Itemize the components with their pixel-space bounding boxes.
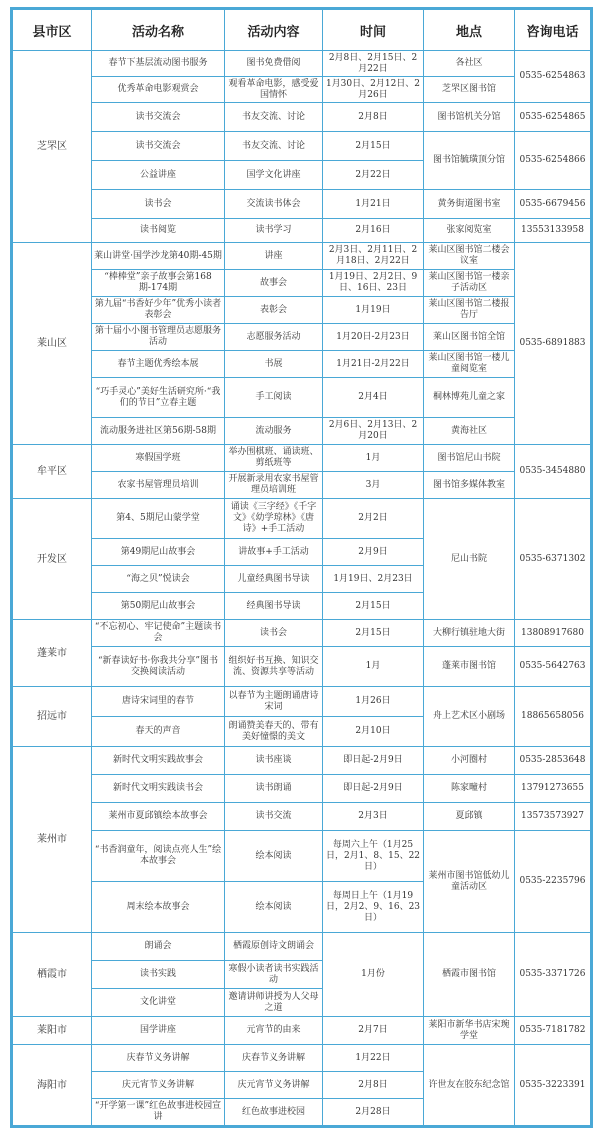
activity-name: 读书实践 bbox=[92, 961, 225, 989]
table-row bbox=[12, 933, 592, 961]
activity-name: 第50期尼山故事会 bbox=[92, 593, 225, 620]
header-row bbox=[12, 9, 592, 51]
activity-content: 读书交流 bbox=[225, 803, 323, 831]
activity-place: 张家阅览室 bbox=[424, 219, 515, 243]
activity-time: 1月19日 bbox=[323, 297, 424, 324]
phone-cell: 13808917680 bbox=[515, 620, 592, 647]
table-row bbox=[12, 803, 592, 831]
activity-place: 黄务街道图书室 bbox=[424, 190, 515, 219]
activity-content: 绘本阅读 bbox=[225, 831, 323, 882]
activity-name: 国学讲座 bbox=[92, 1017, 225, 1045]
activity-content: 红色故事进校园 bbox=[225, 1099, 323, 1127]
activity-name: 优秀革命电影观赏会 bbox=[92, 77, 225, 103]
activity-place: 舟上艺术区小剧场 bbox=[424, 687, 515, 747]
table-row bbox=[12, 190, 592, 219]
activity-place: 莱山区图书馆一楼儿童阅览室 bbox=[424, 351, 515, 378]
activity-table-container bbox=[10, 7, 590, 1128]
table-row bbox=[12, 747, 592, 775]
activity-content: 志愿服务活动 bbox=[225, 324, 323, 351]
phone-cell: 13553133958 bbox=[515, 219, 592, 243]
activity-place: 莱阳市新华书店宋琬学堂 bbox=[424, 1017, 515, 1045]
table-row bbox=[12, 445, 592, 472]
activity-content: 诵读《三字经》《千字文》《幼学琼林》《唐诗》+手工活动 bbox=[225, 499, 323, 539]
table-row bbox=[12, 831, 592, 882]
activity-place: 莱山区图书馆二楼会议室 bbox=[424, 243, 515, 270]
county-cell: 开发区 bbox=[12, 499, 92, 620]
activity-content: 观看革命电影，感受爱国情怀 bbox=[225, 77, 323, 103]
header-phone: 咨询电话 bbox=[515, 9, 592, 51]
table-row bbox=[12, 51, 592, 77]
activity-content: 书友交流、讨论 bbox=[225, 132, 323, 161]
activity-content: 以春节为主题朗诵唐诗宋词 bbox=[225, 687, 323, 717]
activity-content: 国学文化讲座 bbox=[225, 161, 323, 190]
activity-name: “书香润童年，阅读点亮人生”绘本故事会 bbox=[92, 831, 225, 882]
activity-time: 即日起-2月9日 bbox=[323, 747, 424, 775]
activity-place: 图书馆尼山书院 bbox=[424, 445, 515, 472]
activity-name: 莱山讲堂·国学沙龙第40期-45期 bbox=[92, 243, 225, 270]
table-row bbox=[12, 378, 592, 418]
activity-name: 第九届“书香好少年”优秀小读者表彰会 bbox=[92, 297, 225, 324]
activity-name: 春天的声音 bbox=[92, 717, 225, 747]
activity-content: 读书朗诵 bbox=[225, 775, 323, 803]
table-row bbox=[12, 297, 592, 324]
activity-content: 开展新录用农家书屋管理员培训班 bbox=[225, 472, 323, 499]
activity-time: 1月 bbox=[323, 445, 424, 472]
county-cell: 海阳市 bbox=[12, 1045, 92, 1127]
county-cell: 莱州市 bbox=[12, 747, 92, 933]
activity-name: 第49期尼山故事会 bbox=[92, 539, 225, 566]
county-cell: 招远市 bbox=[12, 687, 92, 747]
table-row bbox=[12, 243, 592, 270]
activity-name: 农家书屋管理员培训 bbox=[92, 472, 225, 499]
table-row bbox=[12, 132, 592, 161]
phone-cell: 0535-2235796 bbox=[515, 831, 592, 933]
activity-place: 桐林博苑儿童之家 bbox=[424, 378, 515, 418]
activity-name: “不忘初心、牢记使命”主题读书会 bbox=[92, 620, 225, 647]
activity-content: 举办围棋班、诵读班、剪纸班等 bbox=[225, 445, 323, 472]
activity-time: 2月8日、2月15日、2月22日 bbox=[323, 51, 424, 77]
activity-time: 2月3日 bbox=[323, 803, 424, 831]
activity-place: 莱州市图书馆低幼儿童活动区 bbox=[424, 831, 515, 933]
activity-content: 讲故事+手工活动 bbox=[225, 539, 323, 566]
activity-place: 莱山区图书馆一楼亲子活动区 bbox=[424, 270, 515, 297]
activity-time: 1月20日-2月23日 bbox=[323, 324, 424, 351]
activity-place: 莱山区图书馆二楼报告厅 bbox=[424, 297, 515, 324]
activity-place: 各社区 bbox=[424, 51, 515, 77]
activity-content: 庆春节义务讲解 bbox=[225, 1045, 323, 1072]
activity-content: 讲座 bbox=[225, 243, 323, 270]
activity-content: 图书免费借阅 bbox=[225, 51, 323, 77]
activity-content: 邀请讲师讲授为人父母之道 bbox=[225, 989, 323, 1017]
activity-name: 莱州市夏邱镇绘本故事会 bbox=[92, 803, 225, 831]
activity-name: 唐诗宋词里的春节 bbox=[92, 687, 225, 717]
activity-name: 第十届小小图书管理员志愿服务活动 bbox=[92, 324, 225, 351]
activity-time: 3月 bbox=[323, 472, 424, 499]
phone-cell: 13573573927 bbox=[515, 803, 592, 831]
activity-content: 元宵节的由来 bbox=[225, 1017, 323, 1045]
phone-cell: 0535-3454880 bbox=[515, 445, 592, 499]
activity-name: 周末绘本故事会 bbox=[92, 882, 225, 933]
activity-name: 春节下基层流动图书服务 bbox=[92, 51, 225, 77]
activity-time: 2月2日 bbox=[323, 499, 424, 539]
activity-time: 2月6日、2月13日、2月20日 bbox=[323, 418, 424, 445]
activity-time: 每周六上午（1月25日，2月1、8、15、22日） bbox=[323, 831, 424, 882]
activity-name: 读书阅览 bbox=[92, 219, 225, 243]
county-cell: 牟平区 bbox=[12, 445, 92, 499]
activity-content: 栖霞原创诗文朗诵会 bbox=[225, 933, 323, 961]
table-row bbox=[12, 77, 592, 103]
activity-name: 庆元宵节义务讲解 bbox=[92, 1072, 225, 1099]
activity-content: 读书座谈 bbox=[225, 747, 323, 775]
activity-time: 1月19日、2月23日 bbox=[323, 566, 424, 593]
activity-name: 春节主题优秀绘本展 bbox=[92, 351, 225, 378]
activity-place: 图书馆毓璜顶分馆 bbox=[424, 132, 515, 190]
activity-content: 书展 bbox=[225, 351, 323, 378]
activity-content: 读书会 bbox=[225, 620, 323, 647]
activity-content: 庆元宵节义务讲解 bbox=[225, 1072, 323, 1099]
activity-time: 2月16日 bbox=[323, 219, 424, 243]
activity-name: “海之贝”悦读会 bbox=[92, 566, 225, 593]
activity-content: 绘本阅读 bbox=[225, 882, 323, 933]
activity-place: 图书馆多媒体教室 bbox=[424, 472, 515, 499]
table-row bbox=[12, 472, 592, 499]
county-cell: 莱山区 bbox=[12, 243, 92, 445]
activity-name: 公益讲座 bbox=[92, 161, 225, 190]
phone-cell: 0535-6254865 bbox=[515, 103, 592, 132]
county-cell: 蓬莱市 bbox=[12, 620, 92, 687]
header-place: 地点 bbox=[424, 9, 515, 51]
activity-table bbox=[10, 7, 593, 1128]
table-row bbox=[12, 103, 592, 132]
header-content: 活动内容 bbox=[225, 9, 323, 51]
header-time: 时间 bbox=[323, 9, 424, 51]
table-row bbox=[12, 324, 592, 351]
activity-place: 图书馆机关分馆 bbox=[424, 103, 515, 132]
activity-content: 流动服务 bbox=[225, 418, 323, 445]
table-row bbox=[12, 270, 592, 297]
activity-time: 2月15日 bbox=[323, 132, 424, 161]
activity-name: 新时代文明实践读书会 bbox=[92, 775, 225, 803]
activity-name: 寒假国学班 bbox=[92, 445, 225, 472]
phone-cell: 0535-6254866 bbox=[515, 132, 592, 190]
phone-cell: 0535-2853648 bbox=[515, 747, 592, 775]
activity-time: 2月28日 bbox=[323, 1099, 424, 1127]
table-row bbox=[12, 1045, 592, 1072]
activity-time: 1月21日-2月22日 bbox=[323, 351, 424, 378]
activity-time: 即日起-2月9日 bbox=[323, 775, 424, 803]
table-row bbox=[12, 775, 592, 803]
phone-cell: 0535-6891883 bbox=[515, 243, 592, 445]
activity-place: 栖霞市图书馆 bbox=[424, 933, 515, 1017]
activity-name: 读书交流会 bbox=[92, 132, 225, 161]
activity-content: 朗诵赞美春天的、带有美好憧憬的美文 bbox=[225, 717, 323, 747]
activity-time: 1月26日 bbox=[323, 687, 424, 717]
activity-name: “新春读好书·你我共分享”图书交换阅读活动 bbox=[92, 647, 225, 687]
table-row bbox=[12, 647, 592, 687]
activity-name: “开学第一课”红色故事进校园宣讲 bbox=[92, 1099, 225, 1127]
activity-time: 2月4日 bbox=[323, 378, 424, 418]
activity-place: 许世友在胶东纪念馆 bbox=[424, 1045, 515, 1127]
activity-content: 寒假小读者读书实践活动 bbox=[225, 961, 323, 989]
phone-cell: 0535-3223391 bbox=[515, 1045, 592, 1127]
activity-time: 1月21日 bbox=[323, 190, 424, 219]
table-row bbox=[12, 499, 592, 539]
activity-time: 2月8日 bbox=[323, 1072, 424, 1099]
activity-time: 2月9日 bbox=[323, 539, 424, 566]
activity-name: 第4、5期尼山蒙学堂 bbox=[92, 499, 225, 539]
activity-place: 大柳行镇驻地大街 bbox=[424, 620, 515, 647]
phone-cell: 0535-3371726 bbox=[515, 933, 592, 1017]
activity-time: 1月19日、2月2日、9日、16日、23日 bbox=[323, 270, 424, 297]
table-row bbox=[12, 1017, 592, 1045]
activity-content: 故事会 bbox=[225, 270, 323, 297]
activity-content: 表彰会 bbox=[225, 297, 323, 324]
activity-time: 2月7日 bbox=[323, 1017, 424, 1045]
activity-name: 读书交流会 bbox=[92, 103, 225, 132]
activity-place: 陈家疃村 bbox=[424, 775, 515, 803]
activity-name: 文化讲堂 bbox=[92, 989, 225, 1017]
phone-cell: 13791273655 bbox=[515, 775, 592, 803]
table-row bbox=[12, 620, 592, 647]
activity-place: 尼山书院 bbox=[424, 499, 515, 620]
activity-content: 手工阅读 bbox=[225, 378, 323, 418]
activity-place: 芝罘区图书馆 bbox=[424, 77, 515, 103]
activity-name: 新时代文明实践故事会 bbox=[92, 747, 225, 775]
county-cell: 栖霞市 bbox=[12, 933, 92, 1017]
activity-name: “巧手灵心”美好生活研究所·“我们的节日”立春主题 bbox=[92, 378, 225, 418]
table-row bbox=[12, 219, 592, 243]
phone-cell: 0535-5642763 bbox=[515, 647, 592, 687]
county-cell: 莱阳市 bbox=[12, 1017, 92, 1045]
activity-place: 小河圈村 bbox=[424, 747, 515, 775]
header-county: 县市区 bbox=[12, 9, 92, 51]
activity-content: 经典图书导读 bbox=[225, 593, 323, 620]
activity-time: 1月22日 bbox=[323, 1045, 424, 1072]
activity-place: 蓬莱市图书馆 bbox=[424, 647, 515, 687]
activity-content: 书友交流、讨论 bbox=[225, 103, 323, 132]
activity-time: 2月8日 bbox=[323, 103, 424, 132]
activity-content: 读书学习 bbox=[225, 219, 323, 243]
phone-cell: 0535-6371302 bbox=[515, 499, 592, 620]
activity-content: 组织好书互换、知识交流、资源共享等活动 bbox=[225, 647, 323, 687]
activity-name: 朗诵会 bbox=[92, 933, 225, 961]
table-row bbox=[12, 418, 592, 445]
phone-cell: 18865658056 bbox=[515, 687, 592, 747]
phone-cell: 0535-6679456 bbox=[515, 190, 592, 219]
activity-name: “棒棒堂”亲子故事会第168期-174期 bbox=[92, 270, 225, 297]
county-cell: 芝罘区 bbox=[12, 51, 92, 243]
header-name: 活动名称 bbox=[92, 9, 225, 51]
activity-time: 每周日上午（1月19日，2月2、9、16、23日） bbox=[323, 882, 424, 933]
activity-time: 1月30日、2月12日、2月26日 bbox=[323, 77, 424, 103]
activity-place: 夏邱镇 bbox=[424, 803, 515, 831]
activity-time: 2月3日、2月11日、2月18日、2月22日 bbox=[323, 243, 424, 270]
table-row bbox=[12, 351, 592, 378]
activity-time: 2月22日 bbox=[323, 161, 424, 190]
activity-content: 儿童经典图书导读 bbox=[225, 566, 323, 593]
activity-name: 读书会 bbox=[92, 190, 225, 219]
activity-content: 交流读书体会 bbox=[225, 190, 323, 219]
table-row bbox=[12, 687, 592, 717]
activity-time: 2月10日 bbox=[323, 717, 424, 747]
activity-place: 黄海社区 bbox=[424, 418, 515, 445]
activity-time: 2月15日 bbox=[323, 620, 424, 647]
activity-time: 1月 bbox=[323, 647, 424, 687]
phone-cell: 0535-6254863 bbox=[515, 51, 592, 103]
activity-name: 庆春节义务讲解 bbox=[92, 1045, 225, 1072]
activity-name: 流动服务进社区第56期-58期 bbox=[92, 418, 225, 445]
phone-cell: 0535-7181782 bbox=[515, 1017, 592, 1045]
activity-time: 1月份 bbox=[323, 933, 424, 1017]
activity-time: 2月15日 bbox=[323, 593, 424, 620]
activity-place: 莱山区图书馆全馆 bbox=[424, 324, 515, 351]
